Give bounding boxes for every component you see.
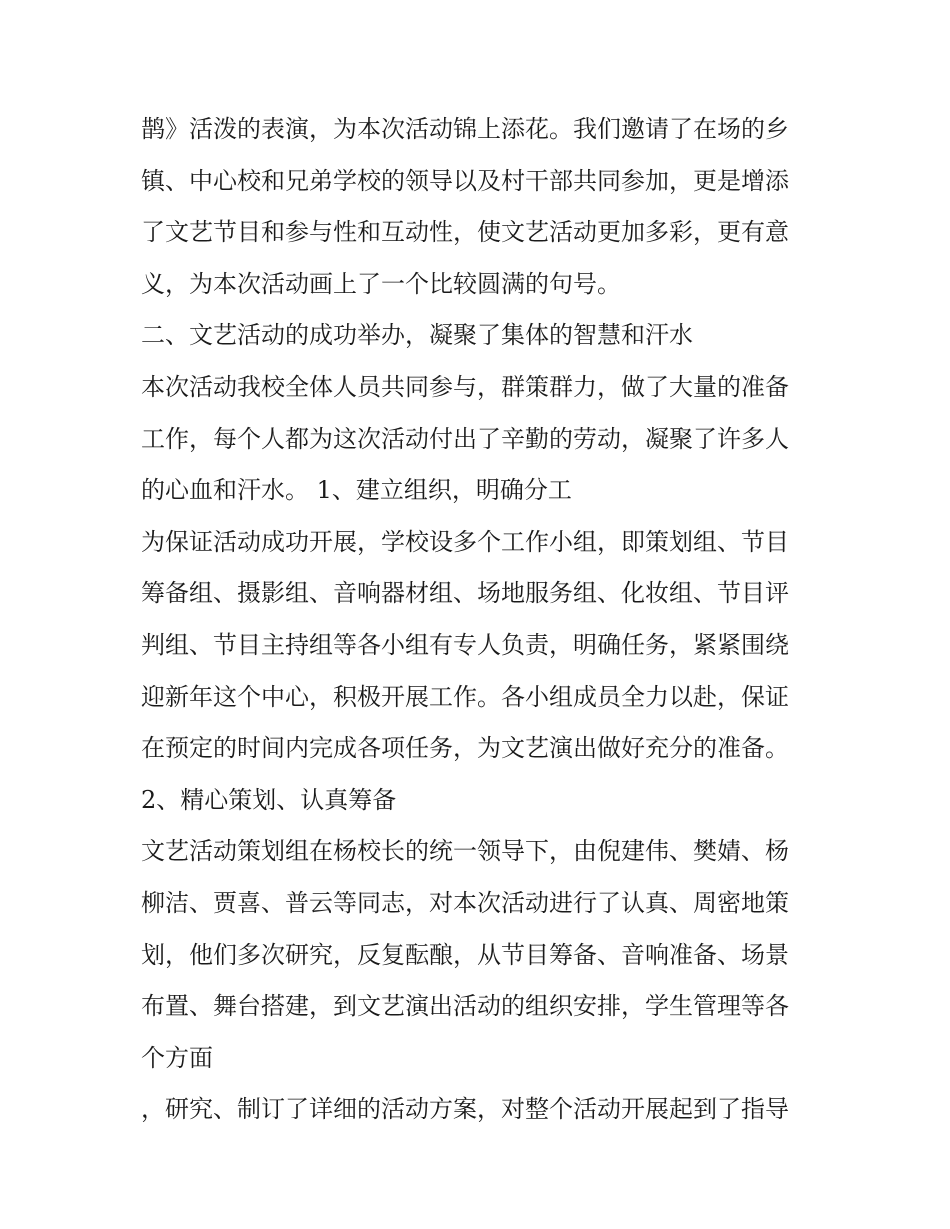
text-line: 布置、舞台搭建，到文艺演出活动的组织安排，学生管理等各 [141, 992, 789, 1021]
text-line: 柳洁、贾喜、普云等同志，对本次活动进行了认真、周密地策 [141, 888, 789, 917]
text-line: 文艺活动策划组在杨校长的统一领导下，由倪建伟、樊婧、杨 [141, 837, 789, 866]
text-line: 划，他们多次研究，反复酝酿，从节目筹备、音响准备、场景 [141, 940, 789, 969]
section-heading: 二、文艺活动的成功举办，凝聚了集体的智慧和汗水 [141, 321, 693, 350]
text-line: 的心血和汗水。 1、建立组织，明确分工 [141, 476, 572, 505]
text-line: 义，为本次活动画上了一个比较圆满的句号。 [141, 269, 621, 298]
text-line: 镇、中心校和兄弟学校的领导以及村干部共同参加，更是增添 [141, 166, 789, 195]
subsection-heading: 2、精心策划、认真筹备 [141, 785, 397, 814]
text-line: 工作，每个人都为这次活动付出了辛勤的劳动，凝聚了许多人 [141, 424, 789, 453]
text-line: 本次活动我校全体人员共同参与，群策群力，做了大量的准备 [141, 372, 789, 401]
text-line: 为保证活动成功开展，学校设多个工作小组，即策划组、节目 [141, 527, 789, 556]
text-line: 判组、节目主持组等各小组有专人负责，明确任务，紧紧围绕 [141, 630, 789, 659]
text-line: 筹备组、摄影组、音响器材组、场地服务组、化妆组、节目评 [141, 579, 789, 608]
text-line: ，研究、制订了详细的活动方案，对整个活动开展起到了指导 [141, 1095, 789, 1124]
text-line: 鹊》活泼的表演，为本次活动锦上添花。我们邀请了在场的乡 [141, 115, 789, 143]
text-line: 了文艺节目和参与性和互动性，使文艺活动更加多彩，更有意 [141, 218, 789, 247]
document-body [141, 104, 821, 1136]
text-line: 在预定的时间内完成各项任务，为文艺演出做好充分的准备。 [141, 734, 789, 763]
text-line: 迎新年这个中心，积极开展工作。各小组成员全力以赴，保证 [141, 682, 789, 711]
text-line: 个方面 [141, 1043, 213, 1072]
